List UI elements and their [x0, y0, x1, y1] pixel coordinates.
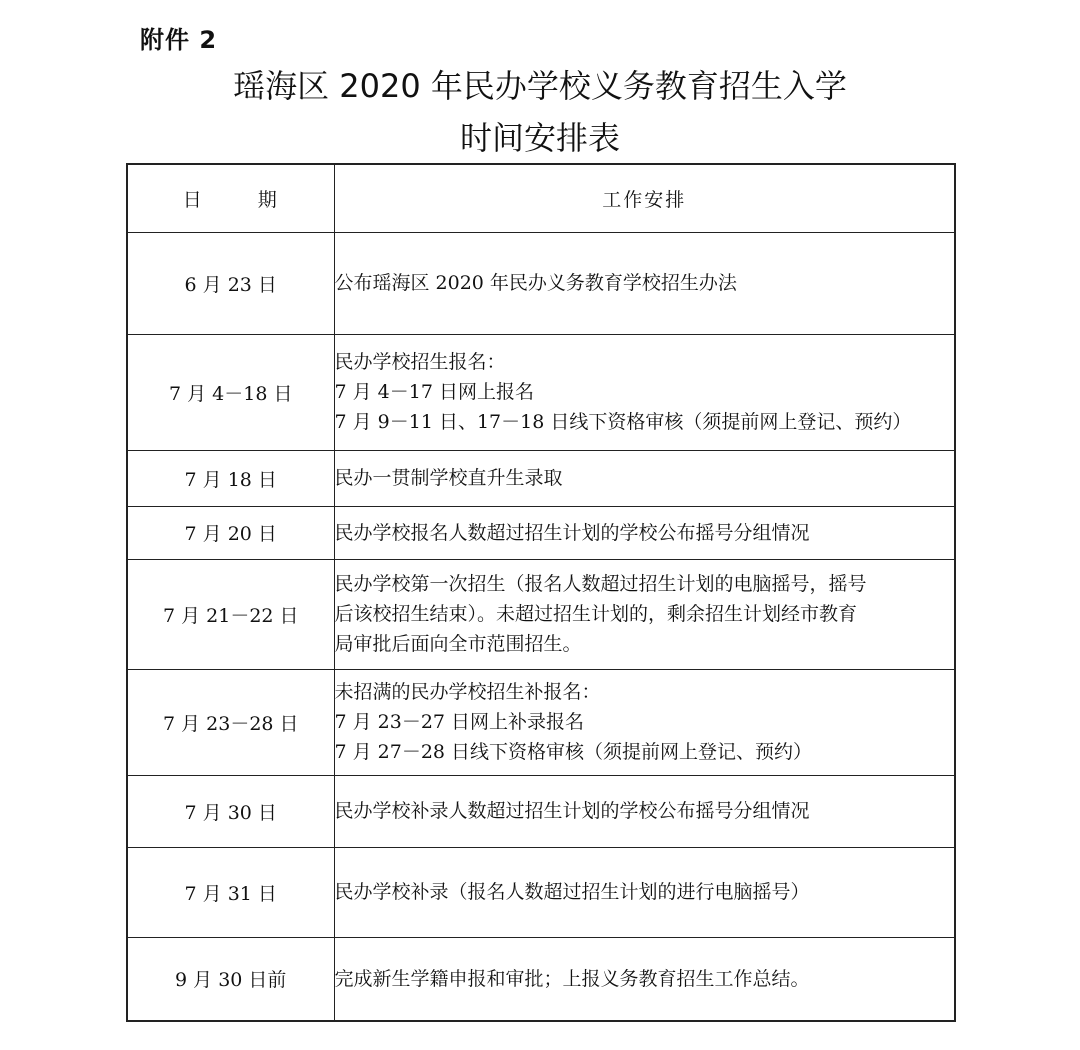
- table-row: [127, 669, 955, 775]
- table-row: [127, 847, 955, 937]
- work-line: 7 月 9－11 日、17－18 日线下资格审核（须提前网上登记、预约）: [334, 411, 912, 433]
- row-work: [334, 506, 955, 559]
- table-row: [127, 937, 955, 1021]
- row-work: [334, 847, 955, 937]
- work-line: 民办学校招生报名：: [334, 351, 506, 373]
- page-subtitle: 时间安排表: [459, 119, 620, 157]
- table-row: [127, 232, 955, 334]
- work-line: 民办学校补录人数超过招生计划的学校公布摇号分组情况: [334, 800, 810, 822]
- row-work: [334, 775, 955, 847]
- work-line: 完成新生学籍申报和审批；上报义务教育招生工作总结。: [334, 967, 810, 990]
- work-line: 民办一贯制学校直升生录取: [334, 467, 563, 489]
- work-line: 后该校招生结束）。未超过招生计划的，剩余招生计划经市教育: [334, 603, 858, 625]
- row-date: 6 月 23 日: [127, 232, 334, 334]
- row-date: 7 月 30 日: [127, 775, 334, 847]
- row-date: 7 月 31 日: [127, 847, 334, 937]
- work-line: 7 月 23－27 日网上补录报名: [334, 711, 585, 733]
- work-line: 未招满的民办学校招生补报名：: [334, 681, 601, 703]
- table-row: [127, 506, 955, 559]
- table-header-row: [127, 164, 955, 232]
- row-work: [334, 937, 955, 1021]
- attachment-label: 附件 2: [140, 26, 218, 54]
- header-date: 日 期: [127, 164, 334, 232]
- work-line: 局审批后面向全市范围招生。: [334, 633, 582, 655]
- row-work: [334, 232, 955, 334]
- work-line: 民办学校报名人数超过招生计划的学校公布摇号分组情况: [334, 521, 810, 544]
- work-line: 7 月 4－17 日网上报名: [334, 381, 534, 403]
- work-line: 民办学校第一次招生（报名人数超过招生计划的电脑摇号，摇号: [334, 573, 867, 595]
- work-line: 民办学校补录（报名人数超过招生计划的进行电脑摇号）: [334, 881, 810, 903]
- row-date: 9 月 30 日前: [127, 937, 334, 1021]
- schedule-table: [126, 163, 956, 1022]
- header-work-arrangement: 工作安排: [334, 164, 955, 232]
- page-title: 瑶海区 2020 年民办学校义务教育招生入学: [233, 67, 847, 105]
- table-row: [127, 775, 955, 847]
- table-row: [127, 334, 955, 450]
- table-row: [127, 450, 955, 506]
- table-row: [127, 559, 955, 669]
- row-work: [334, 334, 955, 450]
- row-date: 7 月 23－28 日: [127, 669, 334, 775]
- row-work: [334, 559, 955, 669]
- row-date: 7 月 20 日: [127, 506, 334, 559]
- work-line: 公布瑶海区 2020 年民办义务教育学校招生办法: [334, 272, 737, 294]
- row-date: 7 月 18 日: [127, 450, 334, 506]
- row-date: 7 月 4－18 日: [127, 334, 334, 450]
- row-work: [334, 669, 955, 775]
- work-line: 7 月 27－28 日线下资格审核（须提前网上登记、预约）: [334, 741, 813, 763]
- row-date: 7 月 21－22 日: [127, 559, 334, 669]
- row-work: [334, 450, 955, 506]
